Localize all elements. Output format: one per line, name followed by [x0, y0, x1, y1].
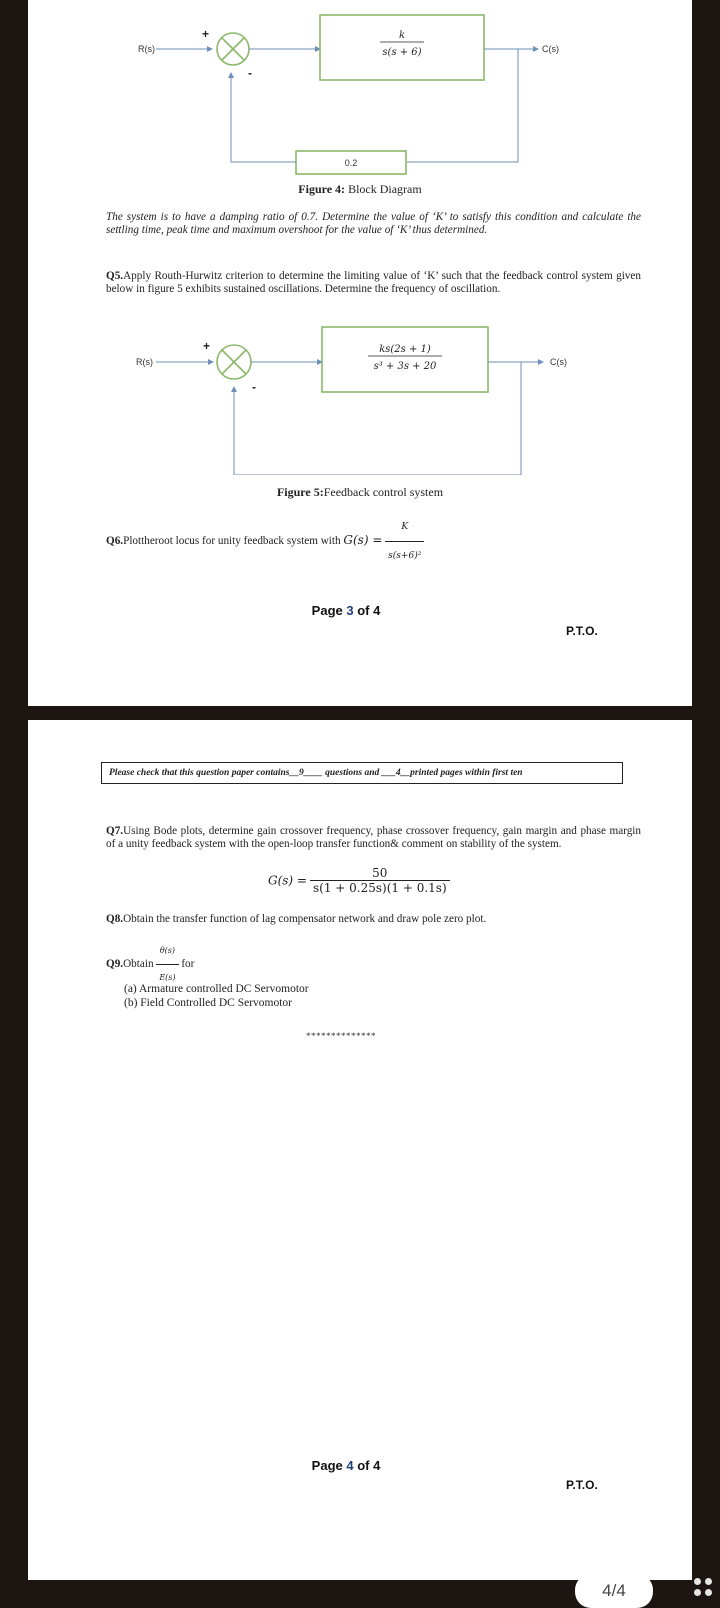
fig4-output-label: C(s): [542, 44, 559, 54]
question-6-label: Q6.: [106, 535, 124, 548]
page-3-suffix: of 4: [353, 603, 381, 618]
page-3-prefix: Page: [311, 603, 347, 618]
question-paper-notice: [101, 762, 623, 784]
question-8-text: Obtain the transfer function of lag compensator network and draw pole zero plot.: [123, 913, 487, 925]
figure-5-caption-text: Feedback control system: [323, 485, 444, 499]
fig4-input-label: R(s): [138, 44, 155, 54]
page-indicator[interactable]: 4/4: [575, 1574, 653, 1608]
fig4-minus-sign: -: [248, 66, 252, 80]
question-9-numerator: θ(s): [156, 938, 178, 965]
question-7-denominator: s(1 + 0.25s)(1 + 0.1s): [312, 881, 447, 895]
figure-4-caption: [28, 182, 692, 197]
fig4-forward-denominator: s(s + 6): [382, 47, 422, 58]
question-7-lhs: G(s) =: [268, 873, 307, 888]
question-9-item-a: (a) Armature controlled DC Servomotor: [124, 983, 309, 995]
question-9-text: Obtain: [123, 958, 157, 971]
question-7-fraction: [310, 866, 450, 895]
question-6-numerator: K: [385, 513, 424, 542]
end-of-paper-stars: **************: [306, 1031, 376, 1041]
page-3-pto: P.T.O.: [566, 624, 598, 638]
figure-4-caption-text: Block Diagram: [345, 182, 422, 196]
question-4-text: The system is to have a damping ratio of 0.7. Determine the value of ‘K’ to satisfy this condition and calculate the settling time, peak time and maximum overshoot for the value of ‘K’ thus determined.: [106, 211, 641, 236]
page-3-current: 3: [346, 603, 354, 618]
fig4-plus-sign: +: [202, 27, 210, 41]
document-page-4: [28, 720, 692, 1580]
fig5-forward-denominator: s³ + 3s + 20: [373, 361, 437, 372]
fig4-summing-junction: [217, 33, 249, 65]
notice-part-5: __printed pages within first ten: [400, 768, 523, 778]
fig5-input-label: R(s): [136, 357, 153, 367]
fig5-summing-junction: [217, 345, 251, 379]
question-7-label: Q7.: [106, 825, 124, 837]
question-9-item-b: (b) Field Controlled DC Servomotor: [124, 997, 293, 1009]
fig4-forward-numerator: k: [398, 30, 406, 41]
question-6-denominator: s(s+6)²: [388, 551, 422, 561]
figure-5-caption-label: Figure 5:: [276, 485, 324, 499]
question-9-denominator: E(s): [159, 973, 176, 982]
notice-part-3: ____ questions and ___: [303, 768, 396, 778]
page-4-suffix: of 4: [353, 1458, 381, 1473]
document-page-3: [28, 0, 692, 706]
figure-4-block-diagram: [28, 0, 692, 185]
figure-5-feedback-diagram: [28, 325, 692, 475]
page-4-prefix: Page: [311, 1458, 347, 1473]
page-4-pto: P.T.O.: [566, 1478, 598, 1492]
question-6-fraction: [385, 513, 424, 570]
question-5: [106, 270, 641, 296]
question-5-label: Q5.: [106, 270, 124, 282]
fig5-plus-sign: +: [203, 339, 211, 353]
question-7-text: Using Bode plots, determine gain crossover frequency, phase crossover frequency, gain margin and phase margin of a unity feedback system with the open-loop transfer function& comment on stability of the system.: [106, 825, 641, 850]
question-7: [106, 825, 641, 851]
fig5-forward-numerator: ks(2s + 1): [379, 344, 431, 355]
question-8-label: Q8.: [106, 913, 124, 925]
page-4-number: [0, 1458, 692, 1473]
question-7-numerator: 50: [310, 866, 450, 881]
page-4-current: 4: [346, 1458, 354, 1473]
question-6-text: Plottheroot locus for unity feedback system with: [123, 535, 344, 548]
question-9-subitems: [124, 982, 309, 1010]
figure-4-caption-label: Figure 4:: [298, 182, 346, 196]
question-7-equation: [268, 866, 450, 895]
notice-page-count: 4: [395, 768, 401, 778]
fig5-minus-sign: -: [252, 380, 256, 394]
fig5-forward-block: [322, 327, 488, 392]
fig5-output-label: C(s): [550, 357, 567, 367]
notice-part-1: Please check that this question paper contains__: [109, 768, 300, 778]
grid-dots-icon[interactable]: [694, 1578, 716, 1598]
question-5-text: Apply Routh-Hurwitz criterion to determine the limiting value of ‘K’ such that the feedback control system given below in figure 5 exhibits sustained oscillations. Determine the frequency of oscillation.: [106, 270, 641, 295]
question-9-after: for: [178, 958, 195, 971]
question-6: [106, 513, 641, 570]
page-3-number: [0, 603, 692, 618]
fig4-feedback-gain: 0.2: [344, 158, 358, 168]
figure-5-caption: [28, 485, 692, 500]
question-9-label: Q9.: [106, 958, 124, 971]
question-6-lhs: G(s) =: [343, 533, 383, 548]
notice-question-count: 9: [299, 768, 304, 778]
question-8: [106, 913, 641, 926]
